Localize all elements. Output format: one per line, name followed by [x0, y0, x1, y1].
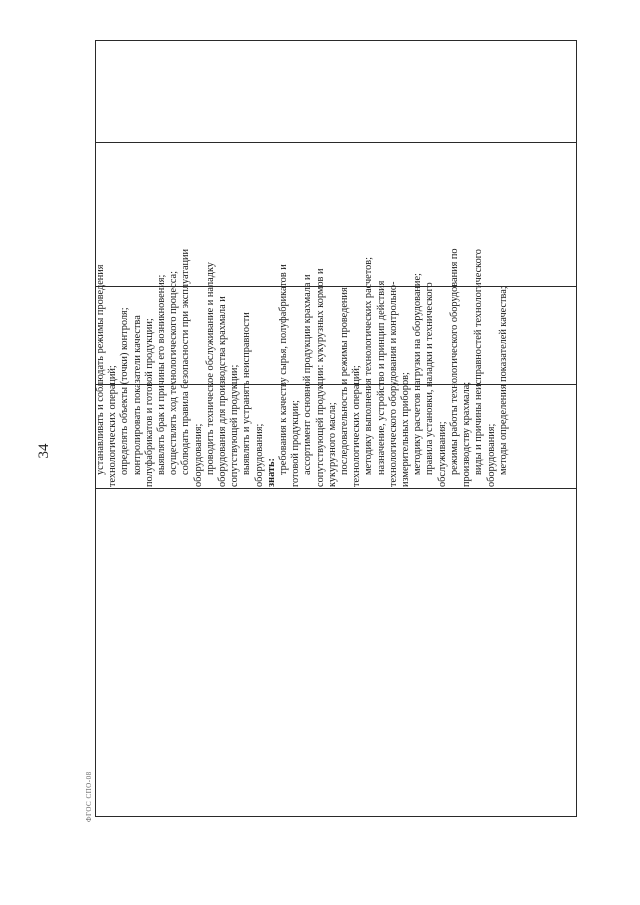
text-line: соблюдать правила безопасности при эксплуатации: [180, 248, 192, 475]
text-line: технологического оборудования и контрольно-: [387, 281, 399, 487]
text-line: оборудования;: [253, 423, 265, 487]
text-line: осуществлять ход технологического процесса;: [168, 271, 180, 475]
text-line: требования к качеству сырья, полуфабрикатов и: [278, 264, 290, 475]
text-line: ассортимент основной продукции крахмала и: [302, 274, 314, 475]
text-line: правила установки, наладки и технического: [424, 282, 436, 475]
text-line: сопутствующей продукции;: [229, 364, 241, 487]
table-border-bottom: [95, 816, 577, 817]
text-line: определять объекты (точки) контроля;: [119, 307, 131, 475]
text-line: выявлять брак и причины его возникновения;: [156, 274, 168, 475]
text-line: методику выполнения технологических расчетов;: [363, 257, 375, 475]
text-line: оборудования;: [192, 423, 204, 487]
text-line: производству крахмала;: [461, 381, 473, 487]
footer-stamp: ФГОС СПО-08: [85, 771, 93, 822]
text-line: технологических операций;: [351, 365, 363, 487]
competency-text-column: [95, 6, 510, 487]
text-line: контролировать показатели качества: [131, 315, 143, 475]
text-line: виды и причины неисправностей технологического: [473, 249, 485, 475]
text-line: оборудования;: [485, 423, 497, 487]
text-line: методику расчетов нагрузки на оборудование;: [412, 273, 424, 475]
text-line: полуфабрикатов и готовой продукции;: [143, 318, 155, 487]
text-line: последовательность и режимы проведения: [339, 287, 351, 475]
page-number: 34: [36, 443, 52, 459]
text-line: обслуживания;: [436, 421, 448, 487]
table-border-right: [576, 40, 577, 817]
text-line: сопутствующей продукции: кукурузных кормов и: [314, 268, 326, 487]
text-line: измерительных приборов;: [400, 372, 412, 487]
text-line: кукурузного масла;: [326, 402, 338, 487]
text-line: оборудования для производства крахмала и: [217, 296, 229, 487]
section-heading: знать:: [265, 458, 277, 487]
text-line: технологических операций;: [107, 365, 119, 487]
text-line: методы определения показателей качества;: [497, 286, 509, 475]
column-divider-4: [95, 488, 577, 489]
text-line: устанавливать и соблюдать режимы проведения: [95, 264, 106, 475]
text-line: проводить техническое обслуживание и наладку: [204, 262, 216, 475]
text-line: готовой продукции;: [290, 400, 302, 487]
text-line: режимы работы технологического оборудования по: [448, 248, 460, 475]
text-line: выявлять и устранять неисправности: [241, 312, 253, 475]
text-line: назначение, устройство и принцип действия: [375, 280, 387, 475]
